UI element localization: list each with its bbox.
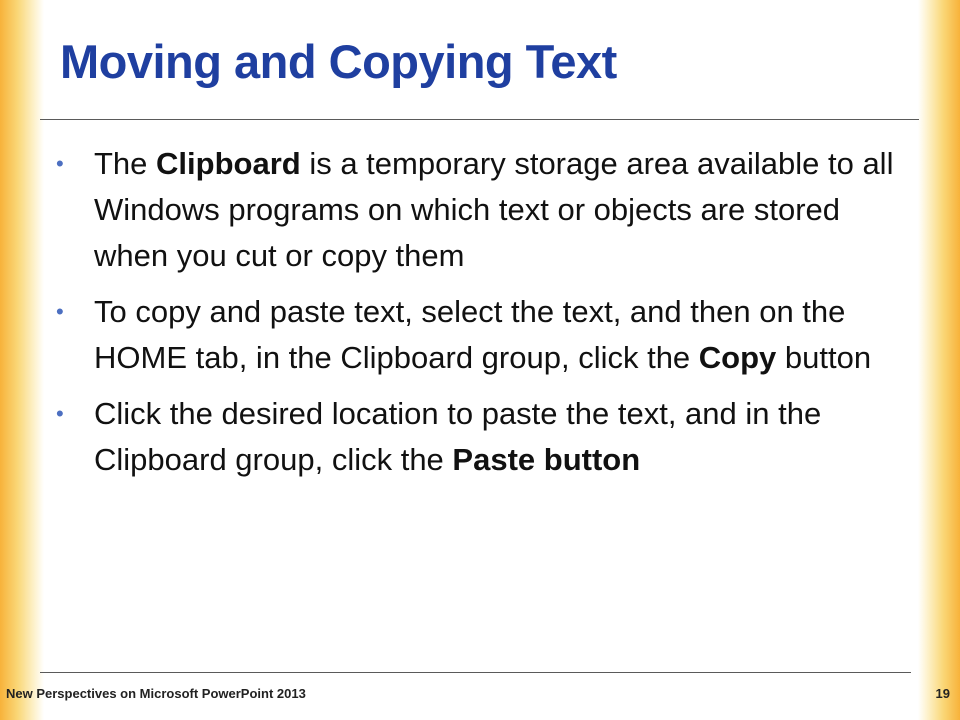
bullet-item — [56, 141, 914, 279]
bullet-list — [56, 141, 914, 493]
bullet-text — [94, 146, 893, 273]
slide-number: 19 — [935, 686, 950, 701]
bullet-text — [94, 396, 821, 477]
footer-caption: New Perspectives on Microsoft PowerPoint 2013 — [6, 686, 306, 701]
text-run: Click the desired location to paste the text, and in the Clipboard group, click the — [94, 396, 822, 477]
text-run: is a temporary storage area available to all Windows programs on which text or objects are stored when you cut or copy them — [94, 146, 894, 273]
slide-title: Moving and Copying Text — [60, 35, 617, 88]
bold-term: Copy — [698, 340, 777, 375]
title-divider — [40, 119, 919, 120]
footer-divider — [40, 672, 911, 673]
text-run: The — [94, 146, 157, 181]
text-run: button — [776, 340, 872, 375]
left-edge-gradient — [0, 0, 44, 720]
bold-term: Clipboard — [156, 146, 301, 181]
bullet-dot-icon: • — [56, 299, 64, 324]
bullet-dot-icon: • — [56, 151, 64, 176]
bold-term: Paste button — [452, 442, 641, 477]
bullet-dot-icon: • — [56, 401, 64, 426]
bullet-item — [56, 289, 914, 381]
bullet-text — [94, 294, 871, 375]
right-edge-gradient — [918, 0, 960, 720]
bullet-item — [56, 391, 914, 483]
text-run: To copy and paste text, select the text, and then on the HOME tab, in the Clipboard group, click the — [94, 294, 846, 375]
